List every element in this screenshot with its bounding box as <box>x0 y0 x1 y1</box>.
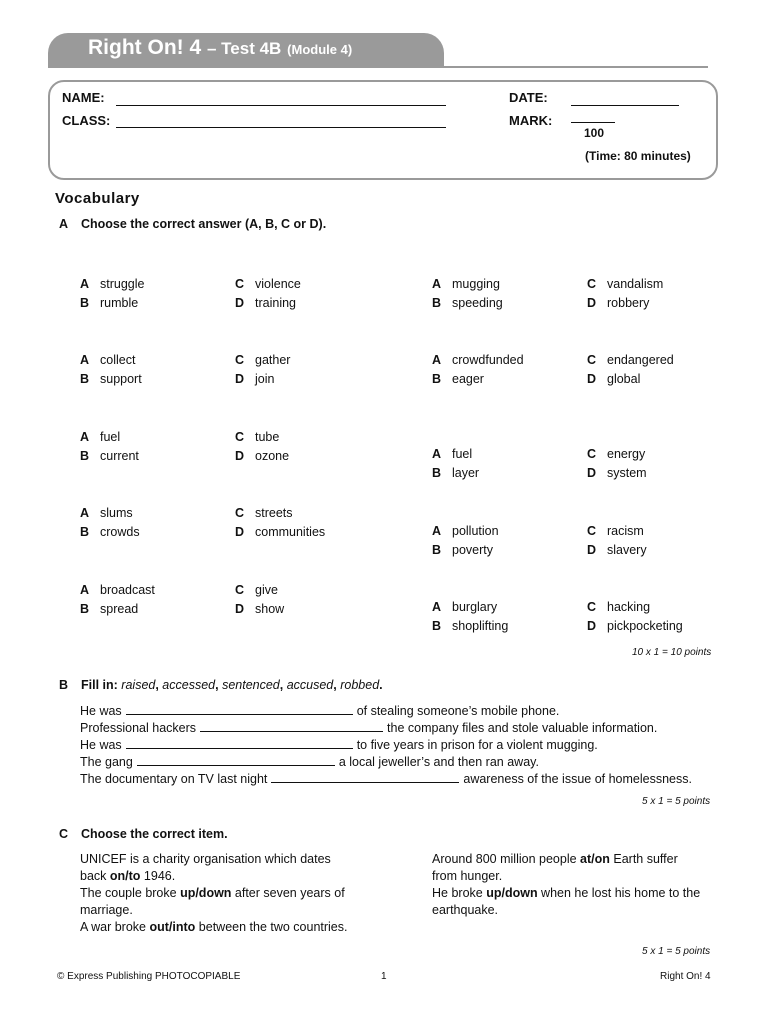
option-letter: D <box>587 619 597 633</box>
book-title: Right On! 4 <box>88 36 202 59</box>
option-text: struggle <box>100 277 145 291</box>
fill-sentence <box>80 754 539 769</box>
sentence-start: The gang <box>80 755 133 769</box>
option-text: rumble <box>100 296 139 310</box>
choice-options[interactable]: up/down <box>180 886 232 900</box>
footer-page-number: 1 <box>381 971 387 982</box>
footer-publisher: © Express Publishing PHOTOCOPIABLE <box>57 971 241 982</box>
option-letter: C <box>235 353 245 367</box>
text: He broke <box>432 886 487 900</box>
sentence-start: Professional hackers <box>80 721 197 735</box>
word-4: robbed <box>340 678 380 692</box>
answer-option-a[interactable] <box>80 506 133 520</box>
date-label: DATE: <box>509 90 548 105</box>
option-text: system <box>607 466 647 480</box>
option-letter: C <box>587 353 597 367</box>
answer-option-d[interactable] <box>235 449 289 463</box>
separator: , <box>279 678 287 692</box>
sentence-line <box>80 903 133 917</box>
section-a-instruction: Choose the correct answer (A, B, C or D). <box>81 217 327 231</box>
answer-option-d[interactable] <box>235 602 284 616</box>
option-letter: D <box>235 296 245 310</box>
word-list <box>121 678 382 692</box>
option-letter: C <box>587 277 597 291</box>
option-letter: A <box>80 583 90 597</box>
option-letter: A <box>80 430 90 444</box>
answer-blank[interactable] <box>137 754 335 766</box>
fill-sentence <box>80 703 559 718</box>
section-b-instruction <box>81 678 383 692</box>
option-text: poverty <box>452 543 493 557</box>
sentence-start: He was <box>80 738 122 752</box>
answer-option-b[interactable] <box>80 296 138 310</box>
answer-option-d[interactable] <box>587 543 647 557</box>
option-text: shoplifting <box>452 619 509 633</box>
option-letter: B <box>432 296 442 310</box>
option-letter: D <box>235 525 245 539</box>
separator: , <box>333 678 341 692</box>
answer-option-a[interactable] <box>432 277 500 291</box>
sentence-line <box>432 852 678 866</box>
option-text: hacking <box>607 600 651 614</box>
option-text: support <box>100 372 142 386</box>
text: marriage. <box>80 903 133 917</box>
answer-option-a[interactable] <box>80 353 135 367</box>
option-text: energy <box>607 447 646 461</box>
sentence-end: of stealing someone’s mobile phone. <box>356 704 560 718</box>
answer-option-d[interactable] <box>235 525 325 539</box>
answer-option-a[interactable] <box>432 353 524 367</box>
section-c-letter: C <box>59 827 69 841</box>
section-c-instruction: Choose the correct item. <box>81 827 228 841</box>
section-b-points: 5 x 1 = 5 points <box>642 796 711 807</box>
option-text: give <box>255 583 278 597</box>
student-info-box <box>48 80 718 180</box>
option-letter: C <box>587 524 597 538</box>
answer-option-d[interactable] <box>235 372 274 386</box>
answer-option-a[interactable] <box>80 277 144 291</box>
option-letter: A <box>80 353 90 367</box>
section-a-points: 10 x 1 = 10 points <box>632 647 712 658</box>
module-label: (Module 4) <box>287 42 353 57</box>
fill-in-label: Fill in: <box>81 678 118 692</box>
option-text: global <box>607 372 641 386</box>
answer-option-c[interactable] <box>235 506 293 520</box>
answer-option-b[interactable] <box>432 619 508 633</box>
option-text: collect <box>100 353 136 367</box>
option-letter: B <box>432 466 442 480</box>
answer-option-c[interactable] <box>587 524 644 538</box>
test-number: – Test 4B <box>207 39 282 58</box>
option-letter: C <box>235 277 245 291</box>
option-text: crowds <box>100 525 140 539</box>
sentence-line <box>80 886 345 900</box>
header-rule <box>48 66 708 68</box>
sentence-start: He was <box>80 704 122 718</box>
option-text: speeding <box>452 296 503 310</box>
option-letter: D <box>587 466 597 480</box>
sentence-end: a local jeweller’s and then ran away. <box>338 755 539 769</box>
text: from hunger. <box>432 869 503 883</box>
option-letter: B <box>432 543 442 557</box>
answer-option-c[interactable] <box>587 600 650 614</box>
text: when he lost his home to the <box>537 886 701 900</box>
answer-option-d[interactable] <box>587 296 649 310</box>
answer-blank[interactable] <box>126 737 353 749</box>
answer-option-d[interactable] <box>587 372 640 386</box>
option-text: burglary <box>452 600 498 614</box>
option-text: tube <box>255 430 280 444</box>
answer-option-c[interactable] <box>235 583 278 597</box>
class-label: CLASS: <box>62 113 111 128</box>
option-text: robbery <box>607 296 650 310</box>
section-title: Vocabulary <box>55 190 140 207</box>
time-note: (Time: 80 minutes) <box>585 149 691 163</box>
name-label: NAME: <box>62 90 105 105</box>
option-letter: C <box>235 583 245 597</box>
option-text: gather <box>255 353 291 367</box>
answer-option-a[interactable] <box>80 583 155 597</box>
word-2: sentenced <box>222 678 280 692</box>
option-text: crowdfunded <box>452 353 524 367</box>
option-text: racism <box>607 524 644 538</box>
option-letter: B <box>80 296 90 310</box>
option-text: endangered <box>607 353 674 367</box>
option-text: violence <box>255 277 301 291</box>
mark-field[interactable] <box>571 121 615 123</box>
answer-option-c[interactable] <box>235 430 279 444</box>
option-letter: D <box>587 372 597 386</box>
separator: , <box>215 678 223 692</box>
option-letter: D <box>235 372 245 386</box>
word-1: accessed <box>162 678 216 692</box>
section-b-letter: B <box>59 678 69 692</box>
option-letter: C <box>587 600 597 614</box>
sentence-line <box>432 886 700 900</box>
text: The couple broke <box>80 886 181 900</box>
text: Earth suffer <box>609 852 678 866</box>
answer-option-d[interactable] <box>587 466 647 480</box>
text: 1946. <box>140 869 176 883</box>
fill-sentence <box>80 737 598 752</box>
option-letter: A <box>432 447 442 461</box>
choice-options[interactable]: out/into <box>149 920 196 934</box>
text: after seven years of <box>231 886 345 900</box>
sentence-line <box>432 869 502 883</box>
answer-option-c[interactable] <box>587 277 663 291</box>
mark-label: MARK: <box>509 113 553 128</box>
text: UNICEF is a charity organisation which dates <box>80 852 331 866</box>
answer-option-d[interactable] <box>235 296 296 310</box>
name-field[interactable] <box>116 104 446 106</box>
option-text: eager <box>452 372 484 386</box>
option-text: vandalism <box>607 277 664 291</box>
sentence-end: to five years in prison for a violent mugging. <box>356 738 598 752</box>
option-letter: A <box>432 524 442 538</box>
option-text: slavery <box>607 543 647 557</box>
option-text: pollution <box>452 524 499 538</box>
option-text: show <box>255 602 285 616</box>
option-text: spread <box>100 602 139 616</box>
answer-option-b[interactable] <box>80 525 140 539</box>
option-letter: D <box>587 296 597 310</box>
word-3: accused <box>286 678 334 692</box>
text: Around 800 million people <box>432 852 581 866</box>
answer-option-c[interactable] <box>587 353 674 367</box>
section-a-letter: A <box>59 217 69 231</box>
text: earthquake. <box>432 903 499 917</box>
option-text: broadcast <box>100 583 155 597</box>
option-letter: B <box>432 619 442 633</box>
option-text: current <box>100 449 139 463</box>
option-letter: D <box>235 449 245 463</box>
mark-total: 100 <box>584 126 605 140</box>
answer-option-c[interactable] <box>235 353 290 367</box>
date-field[interactable] <box>571 104 679 106</box>
answer-option-a[interactable] <box>432 600 497 614</box>
option-text: join <box>255 372 275 386</box>
option-letter: B <box>432 372 442 386</box>
sentence-line <box>80 852 331 866</box>
option-letter: B <box>80 525 90 539</box>
answer-option-c[interactable] <box>235 277 301 291</box>
option-text: fuel <box>452 447 473 461</box>
option-letter: A <box>80 277 90 291</box>
answer-option-a[interactable] <box>432 447 472 461</box>
sentence-end: the company files and stole valuable information. <box>387 721 658 735</box>
text: A war broke <box>80 920 150 934</box>
option-letter: C <box>235 506 245 520</box>
answer-option-b[interactable] <box>80 449 139 463</box>
option-text: streets <box>255 506 293 520</box>
answer-option-b[interactable] <box>80 602 138 616</box>
answer-blank[interactable] <box>200 720 383 732</box>
word-0: raised <box>121 678 156 692</box>
option-letter: A <box>432 353 442 367</box>
choice-options[interactable]: at/on <box>580 852 610 866</box>
option-letter: C <box>587 447 597 461</box>
answer-blank[interactable] <box>126 703 353 715</box>
answer-option-b[interactable] <box>432 296 503 310</box>
answer-option-d[interactable] <box>587 619 683 633</box>
option-text: communities <box>255 525 326 539</box>
separator: , <box>155 678 163 692</box>
option-text: ozone <box>255 449 290 463</box>
option-letter: D <box>587 543 597 557</box>
answer-option-b[interactable] <box>432 372 484 386</box>
text: back <box>80 869 110 883</box>
answer-option-a[interactable] <box>80 430 120 444</box>
class-field[interactable] <box>116 126 446 128</box>
text: between the two countries. <box>195 920 348 934</box>
separator: . <box>379 678 383 692</box>
choice-options[interactable]: on/to <box>109 869 141 883</box>
choice-options[interactable]: up/down <box>486 886 538 900</box>
option-text: fuel <box>100 430 121 444</box>
test-title <box>88 36 352 60</box>
option-text: layer <box>452 466 480 480</box>
option-text: pickpocketing <box>607 619 683 633</box>
option-letter: A <box>432 600 442 614</box>
sentence-end: awareness of the issue of homelessness. <box>463 772 692 786</box>
option-letter: C <box>235 430 245 444</box>
sentence-line <box>432 903 498 917</box>
option-letter: B <box>80 602 90 616</box>
answer-option-b[interactable] <box>80 372 142 386</box>
answer-option-c[interactable] <box>587 447 645 461</box>
option-letter: B <box>80 372 90 386</box>
answer-blank[interactable] <box>271 771 459 783</box>
fill-sentence <box>80 720 657 735</box>
option-text: mugging <box>452 277 500 291</box>
footer-book-title: Right On! 4 <box>660 971 711 982</box>
fill-sentence <box>80 771 692 786</box>
option-text: slums <box>100 506 133 520</box>
option-letter: A <box>80 506 90 520</box>
sentence-line <box>80 869 175 883</box>
sentence-line <box>80 920 348 934</box>
option-letter: B <box>80 449 90 463</box>
answer-option-b[interactable] <box>432 543 493 557</box>
option-letter: A <box>432 277 442 291</box>
answer-option-a[interactable] <box>432 524 499 538</box>
section-c-points: 5 x 1 = 5 points <box>642 946 711 957</box>
option-letter: D <box>235 602 245 616</box>
answer-option-b[interactable] <box>432 466 479 480</box>
sentence-start: The documentary on TV last night <box>80 772 268 786</box>
option-text: training <box>255 296 296 310</box>
